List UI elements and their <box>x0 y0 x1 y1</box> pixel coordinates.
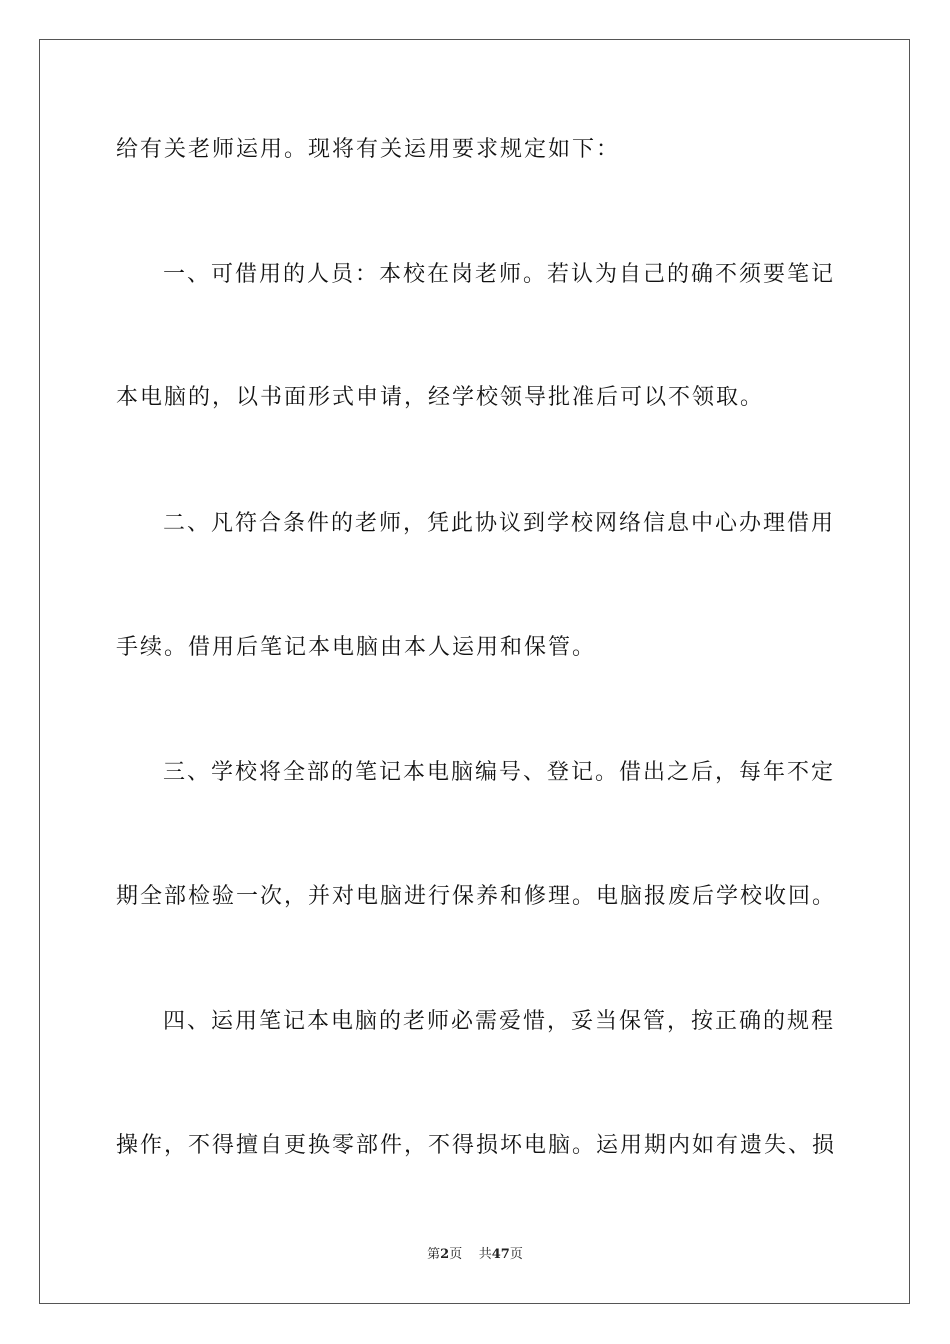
paragraph-line: 本电脑的，以书面形式申请，经学校领导批准后可以不领取。 <box>116 385 765 410</box>
total-prefix: 共 <box>478 1247 492 1262</box>
page-number: 2 <box>440 1247 450 1262</box>
paragraph-line: 三、学校将全部的笔记本电脑编号、登记。借出之后，每年不定 <box>163 760 836 785</box>
paragraph-line: 期全部检验一次，并对电脑进行保养和修理。电脑报废后学校收回。 <box>116 884 837 909</box>
page-border <box>39 39 910 1304</box>
paragraph-line: 四、运用笔记本电脑的老师必需爱惜，妥当保管，按正确的规程 <box>163 1009 836 1034</box>
total-suffix: 页 <box>509 1247 523 1262</box>
page-suffix: 页 <box>449 1247 463 1262</box>
paragraph-line: 给有关老师运用。现将有关运用要求规定如下： <box>116 137 621 162</box>
paragraph-line: 操作，不得擅自更换零部件，不得损坏电脑。运用期内如有遗失、损 <box>116 1133 837 1158</box>
paragraph-line: 二、凡符合条件的老师，凭此协议到学校网络信息中心办理借用 <box>163 511 836 536</box>
page-prefix: 第 <box>427 1247 441 1262</box>
paragraph-line: 手续。借用后笔记本电脑由本人运用和保管。 <box>116 635 597 660</box>
paragraph-line: 一、可借用的人员：本校在岗老师。若认为自己的确不须要笔记 <box>163 262 836 287</box>
page-footer <box>0 1246 950 1264</box>
total-pages: 47 <box>491 1247 510 1262</box>
